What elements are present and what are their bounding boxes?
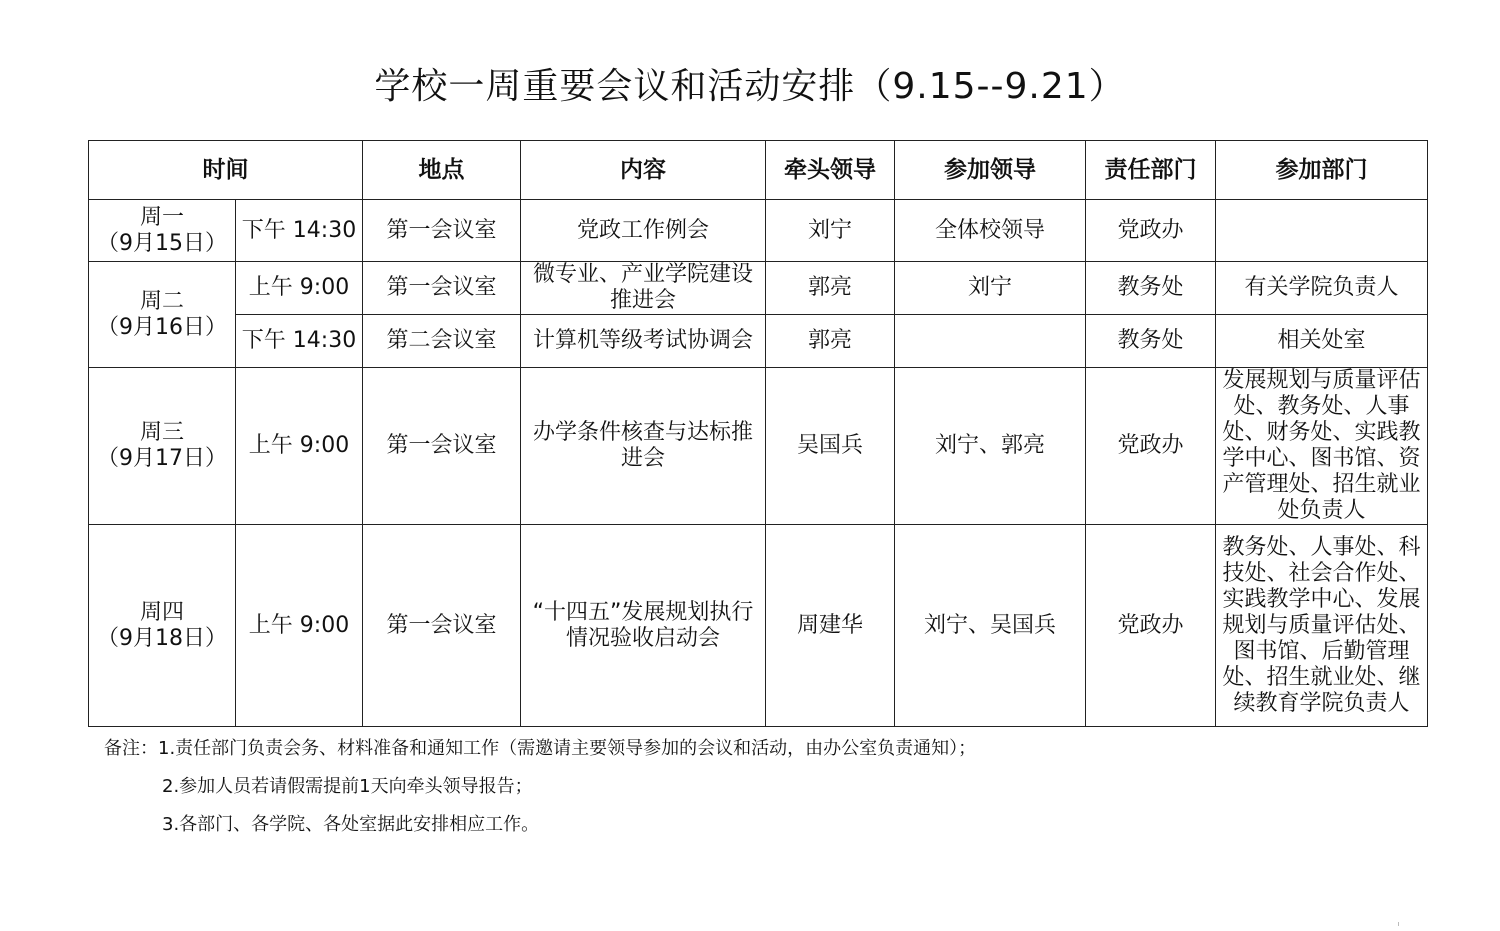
lead-cell: 刘宁 [766, 200, 895, 262]
participants-cell: 教务处、人事处、科技处、社会合作处、实践教学中心、发展规划与质量评估处、图书馆、后勤管理处、招生就业处、继续教育学院负责人 [1216, 525, 1428, 727]
table-row [89, 262, 1428, 315]
place-cell: 第一会议室 [363, 368, 521, 525]
time-cell: 上午 9:00 [236, 368, 363, 525]
note-3: 3.各部门、各学院、各处室据此安排相应工作。 [162, 814, 540, 835]
content-cell: 办学条件核查与达标推进会 [521, 368, 766, 525]
dept-cell: 党政办 [1086, 368, 1216, 525]
content-cell: 微专业、产业学院建设推进会 [521, 262, 766, 315]
lead-cell: 周建华 [766, 525, 895, 727]
participants-cell [1216, 200, 1428, 262]
time-cell: 上午 9:00 [236, 525, 363, 727]
attend-cell: 刘宁 [895, 262, 1086, 315]
lead-cell: 郭亮 [766, 262, 895, 315]
header-place: 地点 [363, 141, 521, 200]
participants-cell: 有关学院负责人 [1216, 262, 1428, 315]
dept-cell: 党政办 [1086, 200, 1216, 262]
table-row [89, 315, 1428, 368]
header-lead: 牵头领导 [766, 141, 895, 200]
note-2: 2.参加人员若请假需提前1天向牵头领导报告； [162, 776, 533, 797]
attend-cell: 刘宁、吴国兵 [895, 525, 1086, 727]
header-content: 内容 [521, 141, 766, 200]
header-time: 时间 [89, 141, 363, 200]
lead-cell: 吴国兵 [766, 368, 895, 525]
table-row [89, 525, 1428, 727]
table-row [89, 368, 1428, 525]
table-row [89, 200, 1428, 262]
time-cell: 上午 9:00 [236, 262, 363, 315]
place-cell: 第一会议室 [363, 525, 521, 727]
time-cell: 下午 14:30 [236, 200, 363, 262]
attend-cell: 全体校领导 [895, 200, 1086, 262]
content-cell: 党政工作例会 [521, 200, 766, 262]
note-1: 备注：1.责任部门负责会务、材料准备和通知工作（需邀请主要领导参加的会议和活动，由办公室负责通知）； [104, 738, 977, 759]
dept-cell: 教务处 [1086, 262, 1216, 315]
day-cell: 周三 （9月17日） [89, 368, 236, 525]
time-cell: 下午 14:30 [236, 315, 363, 368]
place-cell: 第一会议室 [363, 262, 521, 315]
place-cell: 第二会议室 [363, 315, 521, 368]
header-attend: 参加领导 [895, 141, 1086, 200]
day-cell: 周四 （9月18日） [89, 525, 236, 727]
participants-cell: 发展规划与质量评估处、教务处、人事处、财务处、实践教学中心、图书馆、资产管理处、招生就业处负责人 [1216, 368, 1428, 525]
attend-cell [895, 315, 1086, 368]
day-cell: 周二 （9月16日） [89, 262, 236, 368]
header-row [89, 141, 1428, 200]
lead-cell: 郭亮 [766, 315, 895, 368]
attend-cell: 刘宁、郭亮 [895, 368, 1086, 525]
notes [104, 736, 976, 850]
header-dept: 责任部门 [1086, 141, 1216, 200]
dept-cell: 教务处 [1086, 315, 1216, 368]
content-cell: “十四五”发展规划执行情况验收启动会 [521, 525, 766, 727]
dept-cell: 党政办 [1086, 525, 1216, 727]
page-title: 学校一周重要会议和活动安排（9.15--9.21） [374, 66, 1126, 107]
content-cell: 计算机等级考试协调会 [521, 315, 766, 368]
page-corner-mark [1398, 922, 1399, 926]
participants-cell: 相关处室 [1216, 315, 1428, 368]
schedule-table [88, 140, 1428, 727]
header-participants: 参加部门 [1216, 141, 1428, 200]
day-cell: 周一 （9月15日） [89, 200, 236, 262]
place-cell: 第一会议室 [363, 200, 521, 262]
